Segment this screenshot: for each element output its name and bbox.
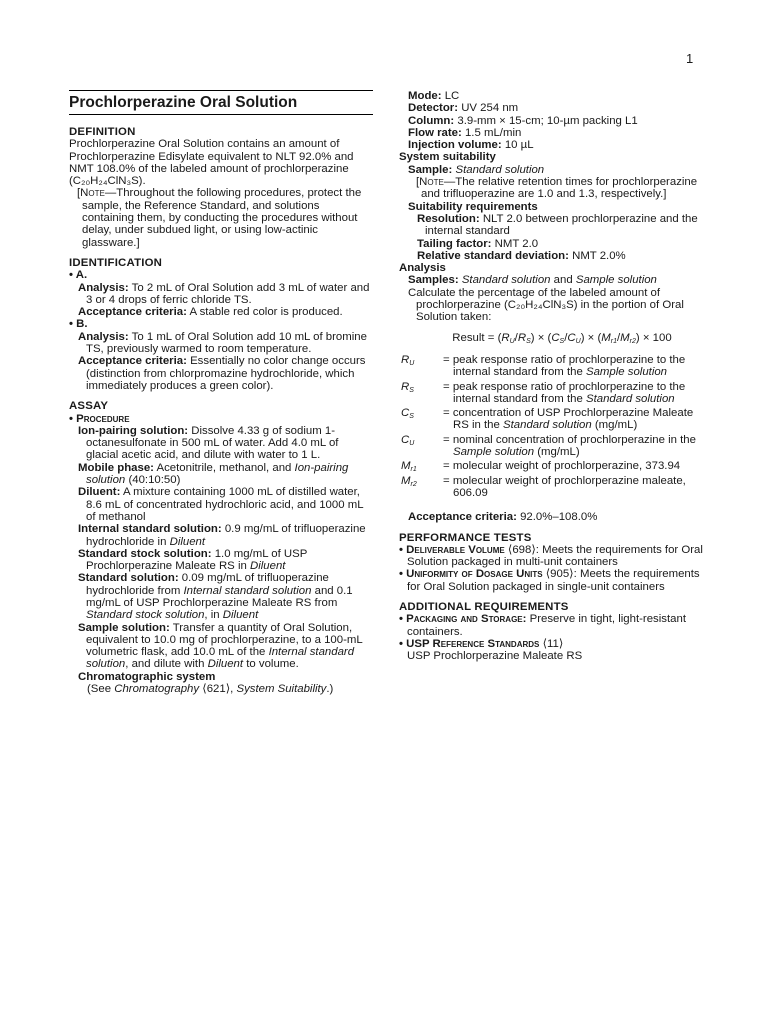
- chromatographic-system-heading: Chromatographic system: [78, 670, 216, 683]
- usp-reference-standards: • USP Reference Standards ⟨11⟩: [399, 637, 564, 650]
- detector: Detector: UV 254 nm: [408, 102, 519, 115]
- monograph-title: Prochlorperazine Oral Solution: [69, 90, 373, 115]
- right-column: [399, 90, 705, 662]
- relative-standard-deviation: Relative standard deviation: NMT 2.0%: [417, 249, 626, 262]
- definition-symbol: $M_{r1}$: [401, 460, 417, 474]
- assay-acceptance-criteria: Acceptance criteria: 92.0%–108.0%: [408, 511, 598, 524]
- definition-row: [399, 379, 705, 406]
- tailing-factor: Tailing factor: NMT 2.0: [417, 237, 539, 250]
- id-b-analysis: Analysis: To 1 mL of Oral Solution add 10 mL of bromine TS, previously warmed to room temperature.: [78, 330, 367, 356]
- definition-text: Prochlorperazine Oral Solution contains an amount of Prochlorperazine Edisylate equivalent to NLT 92.0% and NMT 108.0% of the labeled amount of prochlorperazine (C₂₀H₂₄ClN₃S).: [69, 138, 354, 188]
- flow-rate: Flow rate: 1.5 mL/min: [408, 126, 522, 139]
- samples: Samples: Standard solution and Sample solution: [408, 274, 657, 287]
- definition-row: [399, 354, 705, 379]
- standard-solution: Standard solution: 0.09 mg/mL of trifluoperazine hydrochloride from Internal standard solution and 0.1 mg/mL of USP Prochlorperazine Maleate RS from Standard stock solution, in Diluent: [78, 572, 353, 622]
- suitability-note: [Note—The relative retention times for prochlorperazine and trifluoperazine are 1.0 and 1.3, respectively.]: [416, 176, 698, 201]
- id-a-analysis: Analysis: To 2 mL of Oral Solution add 3 mL of water and 3 or 4 drops of ferric chloride TS.: [78, 281, 370, 306]
- definition-row: [399, 432, 705, 459]
- definition-text: = concentration of USP Prochlorperazine Maleate RS in the Standard solution (mg/mL): [443, 407, 694, 432]
- definition-symbol: $R_S$: [401, 380, 414, 394]
- formula-definitions: [399, 354, 705, 499]
- definition-text: = molecular weight of prochlorperazine, 373.94: [443, 460, 681, 473]
- deliverable-volume: • Deliverable Volume ⟨698⟩: Meets the requirements for Oral Solution packaged in multi-unit containers: [399, 543, 703, 569]
- definition-note: [Note—Throughout the following procedures, protect the sample, the Reference Standard, and solutions containing them, by conducting the procedures without delay, under subdued light, or using low-actinic glassware.]: [77, 187, 362, 249]
- id-b-acceptance: Acceptance criteria: Essentially no color change occurs (distinction from chlorpromazine hydrochloride, which immediately produces a green color).: [78, 355, 366, 392]
- packaging-and-storage: • Packaging and Storage: Preserve in tight, light-resistant containers.: [399, 613, 686, 638]
- calculation-instruction: Calculate the percentage of the labeled amount of prochlorperazine (C₂₀H₂₄ClN₃S) in the portion of Oral Solution taken:: [408, 286, 684, 324]
- usp-reference-standard-item: USP Prochlorperazine Maleate RS: [407, 650, 583, 663]
- performance-tests-heading: PERFORMANCE TESTS: [399, 531, 532, 544]
- assay-heading: ASSAY: [69, 400, 109, 413]
- id-a-acceptance: Acceptance criteria: A stable red color is produced.: [78, 306, 343, 319]
- definition-symbol: $C_U$: [401, 433, 415, 447]
- diluent: Diluent: A mixture containing 1000 mL of distilled water, 8.6 mL of concentrated hydrochloric acid, and 1000 mL of methanol: [78, 486, 364, 523]
- page-number: 1: [686, 51, 694, 66]
- definition-symbol: $C_S$: [401, 407, 414, 421]
- mobile-phase: Mobile phase: Acetonitrile, methanol, and Ion-pairing solution (40:10:50): [78, 461, 349, 487]
- uniformity-of-dosage-units: • Uniformity of Dosage Units ⟨905⟩: Meets the requirements for Oral Solution packaged in single-unit containers: [399, 568, 700, 593]
- result-formula: Result = $(R_U/R_S) \times (C_S/C_U) \times (M_{r1}/M_{r2}) \times 100$: [452, 331, 672, 345]
- definition-symbol: $M_{r2}$: [401, 474, 417, 488]
- resolution: Resolution: NLT 2.0 between prochlorperazine and the internal standard: [417, 212, 698, 238]
- analysis-heading: Analysis: [399, 262, 446, 275]
- chromatography-reference: (See Chromatography ⟨621⟩, System Suitability.): [87, 683, 334, 696]
- definition-text: = peak response ratio of prochlorperazine to the internal standard from the Standard solution: [443, 380, 686, 405]
- left-column: [69, 90, 373, 695]
- standard-stock-solution: Standard stock solution: 1.0 mg/mL of USP Prochlorperazine Maleate RS in Diluent: [78, 547, 308, 573]
- definition-row: [399, 473, 705, 500]
- internal-standard-solution: Internal standard solution: 0.9 mg/mL of trifluoperazine hydrochloride in Diluent: [78, 523, 366, 548]
- definition-text: = molecular weight of prochlorperazine maleate, 606.09: [443, 474, 686, 499]
- definition-row: [399, 405, 705, 432]
- system-suitability-heading: System suitability: [399, 151, 496, 164]
- injection-volume: Injection volume: 10 µL: [408, 139, 534, 152]
- definition-heading: DEFINITION: [69, 126, 136, 138]
- mode: Mode: LC: [408, 90, 460, 102]
- ion-pairing-solution: Ion-pairing solution: Dissolve 4.33 g of sodium 1-octanesulfonate in 500 mL of water. Add 4.0 mL of glacial acetic acid, and dilute with water to 1 L.: [78, 424, 339, 462]
- additional-requirements-heading: ADDITIONAL REQUIREMENTS: [399, 600, 569, 613]
- sample-solution: Sample solution: Transfer a quantity of Oral Solution, equivalent to 10.0 mg of prochlorperazine, to a 100-mL volumetric flask, add 10.0 mL of the Internal standard solution, and dilute with Diluent to volume.: [78, 621, 363, 671]
- procedure-heading: • Procedure: [69, 412, 130, 425]
- definition-symbol: $R_U$: [401, 353, 415, 367]
- column: Column: 3.9-mm × 15-cm; 10-µm packing L1: [408, 114, 638, 127]
- id-b-label: • B.: [69, 318, 88, 331]
- suitability-requirements-heading: Suitability requirements: [408, 200, 538, 213]
- definition-row: [399, 458, 705, 472]
- suitability-sample: Sample: Standard solution: [408, 163, 545, 176]
- definition-text: = peak response ratio of prochlorperazine to the internal standard from the Sample solution: [443, 353, 686, 379]
- identification-heading: IDENTIFICATION: [69, 256, 163, 269]
- id-a-label: • A.: [69, 269, 88, 282]
- definition-text: = nominal concentration of prochlorperazine in the Sample solution (mg/mL): [443, 433, 696, 459]
